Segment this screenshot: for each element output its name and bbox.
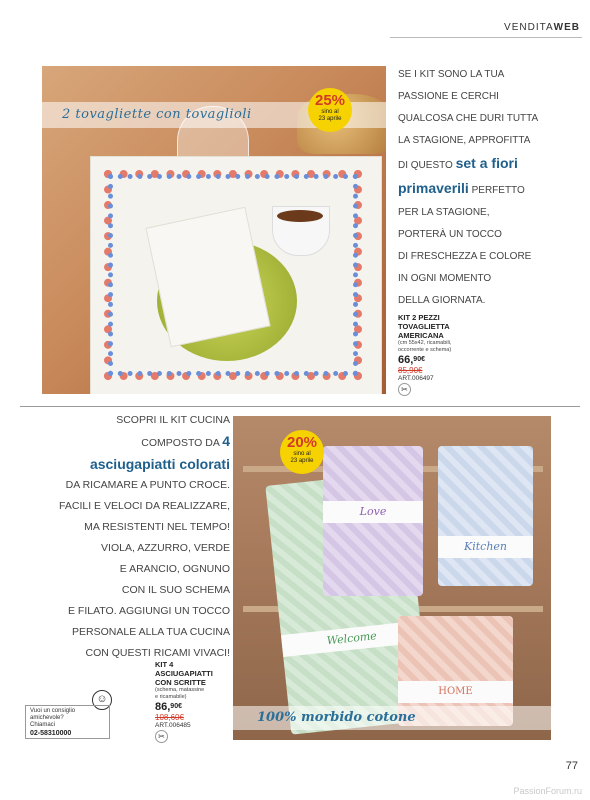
text-line: E ARANCIO, OGNUNO xyxy=(119,563,230,575)
page-number: 77 xyxy=(565,760,578,772)
text-line: CON QUESTI RICAMI VIVACI! xyxy=(85,647,230,659)
price xyxy=(155,701,231,713)
price-dec: 90€ xyxy=(413,356,425,363)
towel-label-welcome: Welcome xyxy=(281,621,423,658)
text-span: PERFETTO xyxy=(471,185,525,196)
price-int: 86, xyxy=(155,701,171,713)
discount-badge xyxy=(308,88,352,132)
help-call: Chiamaci xyxy=(30,722,56,728)
price-dec: 90€ xyxy=(170,703,182,710)
headset-icon: ☺ xyxy=(92,690,112,710)
towel-label-kitchen: Kitchen xyxy=(438,536,533,558)
highlight-text: asciugapiatti colorati xyxy=(89,456,230,472)
kit-note: e ricamabile) xyxy=(155,694,187,700)
old-price: 108,60€ xyxy=(155,713,184,722)
article-code: ART.006485 xyxy=(155,722,191,729)
text-line: PERSONALE ALLA TUA CUCINA xyxy=(72,626,230,638)
intro-text xyxy=(398,64,584,312)
text-line: DELLA GIORNATA. xyxy=(398,295,486,306)
kit-title: AMERICANA xyxy=(398,331,444,340)
text-line: FACILI E VELOCI DA REALIZZARE, xyxy=(59,500,230,512)
product-info-placemat xyxy=(398,313,538,396)
help-question: Vuoi un consiglio xyxy=(30,708,76,714)
text-line: CON IL SUO SCHEMA xyxy=(121,584,230,596)
discount-note-2: 23 aprile xyxy=(290,458,314,464)
text-line: LA STAGIONE, APPROFITTA xyxy=(398,135,531,146)
text-line: SCOPRI IL KIT CUCINA xyxy=(116,414,230,426)
header-text-b: WEB xyxy=(553,22,580,33)
placemat-photo xyxy=(42,66,386,394)
text-line: VIOLA, AZZURRO, VERDE xyxy=(101,542,230,554)
discount-percent: 25% xyxy=(314,92,346,109)
article-code: ART.006497 xyxy=(398,375,434,382)
text-line xyxy=(398,152,584,177)
kit-title: KIT 2 PEZZI xyxy=(398,313,440,322)
section-header xyxy=(504,22,580,33)
text-line: PER LA STAGIONE, xyxy=(398,207,490,218)
kit-title: KIT 4 xyxy=(155,660,174,669)
towel-label-love: Love xyxy=(323,501,423,523)
text-line: IN OGNI MOMENTO xyxy=(398,273,492,284)
old-price: 85,90€ xyxy=(398,366,423,375)
kit-title: ASCIUGAPIATTI xyxy=(155,669,213,678)
header-divider xyxy=(390,37,582,38)
highlight-number: 4 xyxy=(222,433,230,449)
photo-caption: 2 tovagliette con tovaglioli xyxy=(42,102,386,128)
kit-note: (cm 55x42, ricamabili, xyxy=(398,340,452,346)
text-line: DA RICAMARE A PUNTO CROCE. xyxy=(65,479,230,491)
text-line xyxy=(55,431,230,454)
text-line: DI FRESCHEZZA E COLORE xyxy=(398,251,532,262)
kit-note: occorrente e schema) xyxy=(398,347,452,353)
photo-caption: 100% morbido cotone xyxy=(233,706,551,730)
scissors-icon: ✂ xyxy=(155,730,168,743)
help-question: amichevole? xyxy=(30,715,64,721)
help-phone: 02-58310000 xyxy=(30,730,72,737)
text-line: SE I KIT SONO LA TUA xyxy=(398,69,505,80)
header-text-a: VENDITA xyxy=(504,22,554,33)
kit-note: (schema, matassine xyxy=(155,687,205,693)
text-line: PORTERÀ UN TOCCO xyxy=(398,229,502,240)
blue-towel xyxy=(438,446,533,586)
text-line xyxy=(398,177,584,202)
text-span: DI QUESTO xyxy=(398,160,453,171)
discount-percent: 20% xyxy=(286,434,318,451)
product-info-towels xyxy=(155,660,231,743)
highlight-text: primaverili xyxy=(398,180,469,196)
section-divider xyxy=(20,406,580,407)
price-int: 66, xyxy=(398,354,414,366)
purple-towel xyxy=(323,446,423,596)
text-line: PASSIONE E CERCHI xyxy=(398,91,499,102)
scissors-icon: ✂ xyxy=(398,383,411,396)
kit-title: CON SCRITTE xyxy=(155,678,206,687)
discount-note-1: sino al xyxy=(293,451,311,457)
discount-note-2: 23 aprile xyxy=(318,116,342,122)
text-line: E FILATO. AGGIUNGI UN TOCCO xyxy=(67,605,230,617)
text-line: QUALCOSA CHE DURI TUTTA xyxy=(398,113,539,124)
towels-photo xyxy=(233,416,551,740)
watermark: PassionForum.ru xyxy=(513,786,582,796)
discount-badge xyxy=(280,430,324,474)
help-box xyxy=(25,705,110,739)
text-line: MA RESISTENTI NEL TEMPO! xyxy=(84,521,230,533)
highlight-text: set a fiori xyxy=(455,155,518,171)
tea xyxy=(277,210,323,222)
kit-title: TOVAGLIETTA xyxy=(398,322,450,331)
price xyxy=(398,354,538,366)
text-span: COMPOSTO DA xyxy=(141,437,220,449)
towel-label-home: HOME xyxy=(398,681,513,703)
discount-note-1: sino al xyxy=(321,109,339,115)
kitchen-kit-text xyxy=(55,410,230,664)
